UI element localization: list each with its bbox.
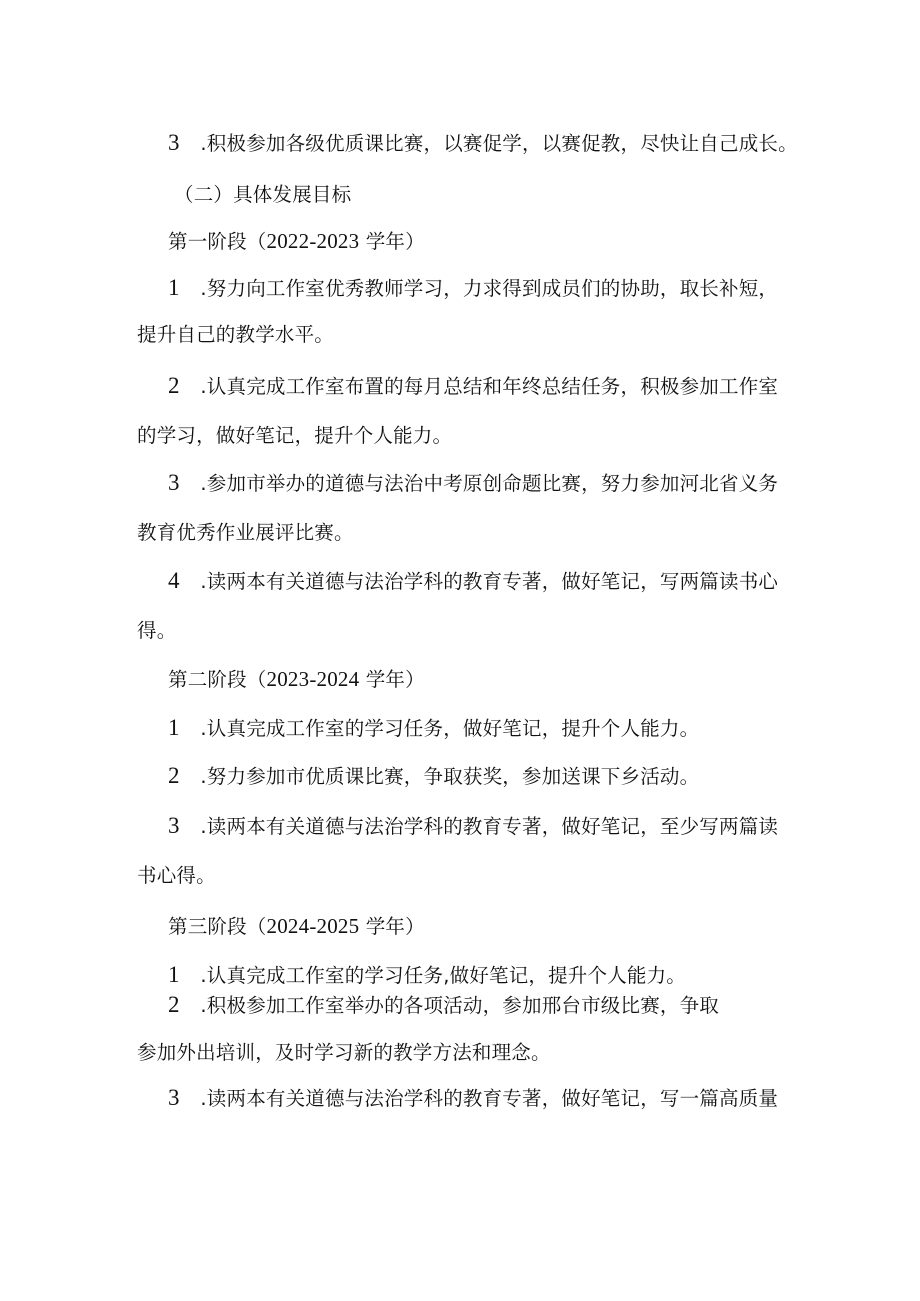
paragraph-continuation xyxy=(137,863,216,889)
item-text: 参加外出培训，及时学习新的教学方法和理念。 xyxy=(137,1041,551,1064)
list-item xyxy=(168,130,798,157)
list-item xyxy=(168,1085,778,1112)
item-number: 2 xyxy=(168,763,180,788)
item-number: 3 xyxy=(168,130,180,155)
list-item xyxy=(168,813,778,840)
stage-year: 2022-2023 xyxy=(266,229,360,253)
item-text: 提升自己的教学水平。 xyxy=(137,323,335,346)
item-text: .认真完成工作室的学习任务,做好笔记，提升个人能力。 xyxy=(194,964,686,987)
item-number: 1 xyxy=(168,715,180,740)
item-number: 1 xyxy=(168,275,180,300)
item-number: 2 xyxy=(168,992,180,1017)
item-number: 2 xyxy=(168,373,180,398)
item-text: .积极参加工作室举办的各项活动，参加邢台市级比赛，争取 xyxy=(194,994,719,1017)
list-item xyxy=(168,962,686,989)
list-item xyxy=(168,373,778,400)
stage-heading xyxy=(168,666,425,693)
item-number: 4 xyxy=(168,568,180,593)
stage-heading xyxy=(168,913,425,940)
item-text: 书心得。 xyxy=(137,864,216,887)
item-text: .积极参加各级优质课比赛，以赛促学，以赛促教，尽快让自己成长。 xyxy=(194,132,798,155)
stage-label: 第二阶段（ xyxy=(168,668,267,691)
list-item xyxy=(168,763,699,790)
item-text: .认真完成工作室的学习任务，做好笔记，提升个人能力。 xyxy=(194,717,700,740)
item-text: 的学习，做好笔记，提升个人能力。 xyxy=(137,424,453,447)
item-text: .读两本有关道德与法治学科的教育专著，做好笔记，至少写两篇读 xyxy=(194,815,779,838)
stage-suffix: 学年） xyxy=(359,230,425,253)
paragraph-continuation xyxy=(137,423,452,449)
item-text: .努力向工作室优秀教师学习，力求得到成员们的协助，取长补短， xyxy=(194,277,779,300)
item-number: 3 xyxy=(168,1085,180,1110)
list-item xyxy=(168,992,719,1019)
stage-suffix: 学年） xyxy=(359,915,425,938)
paragraph-continuation xyxy=(137,322,334,348)
item-text: .参加市举办的道德与法治中考原创命题比赛，努力参加河北省义务 xyxy=(194,472,779,495)
stage-year: 2023-2024 xyxy=(266,667,360,691)
item-number: 3 xyxy=(168,470,180,495)
stage-label: 第三阶段（ xyxy=(168,915,267,938)
item-number: 3 xyxy=(168,813,180,838)
paragraph-continuation xyxy=(137,1040,551,1066)
stage-year: 2024-2025 xyxy=(266,914,360,938)
item-text: .读两本有关道德与法治学科的教育专著，做好笔记，写两篇读书心 xyxy=(194,570,779,593)
item-number: 1 xyxy=(168,962,180,987)
stage-heading xyxy=(168,228,425,255)
item-text: 教育优秀作业展评比赛。 xyxy=(137,521,354,544)
item-text: .努力参加市优质课比赛，争取获奖，参加送课下乡活动。 xyxy=(194,765,700,788)
stage-label: 第一阶段（ xyxy=(168,230,267,253)
list-item xyxy=(168,715,699,742)
stage-suffix: 学年） xyxy=(359,668,425,691)
heading-text: （二）具体发展目标 xyxy=(174,183,352,206)
list-item xyxy=(168,275,778,302)
item-text: .读两本有关道德与法治学科的教育专著，做好笔记，写一篇高质量 xyxy=(194,1087,779,1110)
paragraph-continuation xyxy=(137,618,176,644)
item-text: .认真完成工作室布置的每月总结和年终总结任务，积极参加工作室 xyxy=(194,375,779,398)
list-item xyxy=(168,568,778,595)
section-heading xyxy=(174,182,351,208)
paragraph-continuation xyxy=(137,520,354,546)
item-text: 得。 xyxy=(137,619,177,642)
list-item xyxy=(168,470,778,497)
